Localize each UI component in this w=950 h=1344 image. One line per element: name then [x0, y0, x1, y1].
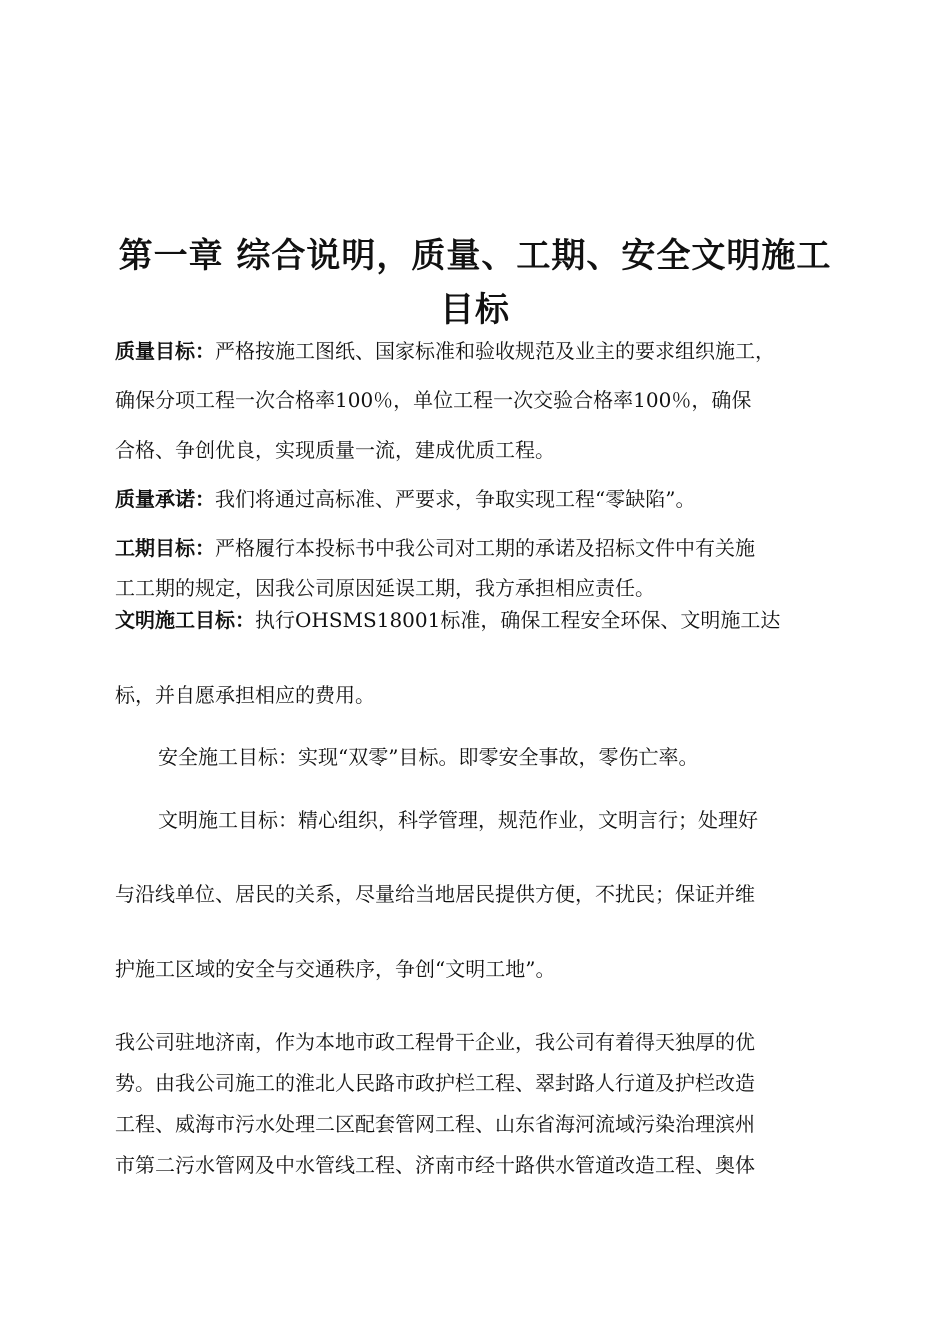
civil-detail-text-2: 与沿线单位、居民的关系，尽量给当地居民提供方便，不扰民；保证并维: [115, 882, 755, 906]
civil-goal-text-1: 执行OHSMS18001标准，确保工程安全环保、文明施工达: [255, 608, 781, 632]
company-text-2: 势。由我公司施工的淮北人民路市政护栏工程、翠封路人行道及护栏改造: [115, 1071, 755, 1095]
civil-goal-label: 文明施工目标：: [115, 608, 255, 632]
company-text-1: 我公司驻地济南，作为本地市政工程骨干企业，我公司有着得天独厚的优: [115, 1030, 755, 1054]
quality-goal-text-1: 严格按施工图纸、国家标准和验收规范及业主的要求组织施工，: [215, 339, 775, 363]
company-text-4: 市第二污水管网及中水管线工程、济南市经十路供水管道改造工程、奥体: [115, 1153, 755, 1177]
chapter-title-line-2: 目标: [440, 290, 510, 330]
civil-goal-text-2: 标，并自愿承担相应的费用。: [115, 683, 375, 707]
chapter-title-line-1: 第一章 综合说明，质量、工期、安全文明施工: [118, 236, 832, 276]
safety-goal-text: 安全施工目标：实现“双零”目标。即零安全事故，零伤亡率。: [158, 745, 699, 769]
schedule-goal-label: 工期目标：: [115, 536, 215, 560]
civil-detail-text-1: 文明施工目标：精心组织，科学管理，规范作业，文明言行；处理好: [158, 808, 758, 832]
quality-promise-paragraph: [115, 485, 695, 513]
quality-promise-label: 质量承诺：: [115, 487, 215, 511]
schedule-goal-paragraph: [115, 534, 755, 562]
quality-goal-paragraph: [115, 337, 775, 365]
civil-detail-text-3: 护施工区域的安全与交通秩序，争创“文明工地”。: [115, 957, 556, 981]
quality-goal-text-2: 确保分项工程一次合格率100％，单位工程一次交验合格率100％，确保: [115, 388, 752, 412]
civil-goal-paragraph: [115, 606, 780, 634]
company-text-3: 工程、威海市污水处理二区配套管网工程、山东省海河流域污染治理滨州: [115, 1112, 755, 1136]
quality-promise-text: 我们将通过高标准、严要求，争取实现工程“零缺陷”。: [215, 487, 696, 511]
schedule-goal-text-1: 严格履行本投标书中我公司对工期的承诺及招标文件中有关施: [215, 536, 755, 560]
quality-goal-label: 质量目标：: [115, 339, 215, 363]
quality-goal-text-3: 合格、争创优良，实现质量一流，建成优质工程。: [115, 438, 555, 462]
schedule-goal-text-2: 工工期的规定，因我公司原因延误工期，我方承担相应责任。: [115, 576, 655, 600]
